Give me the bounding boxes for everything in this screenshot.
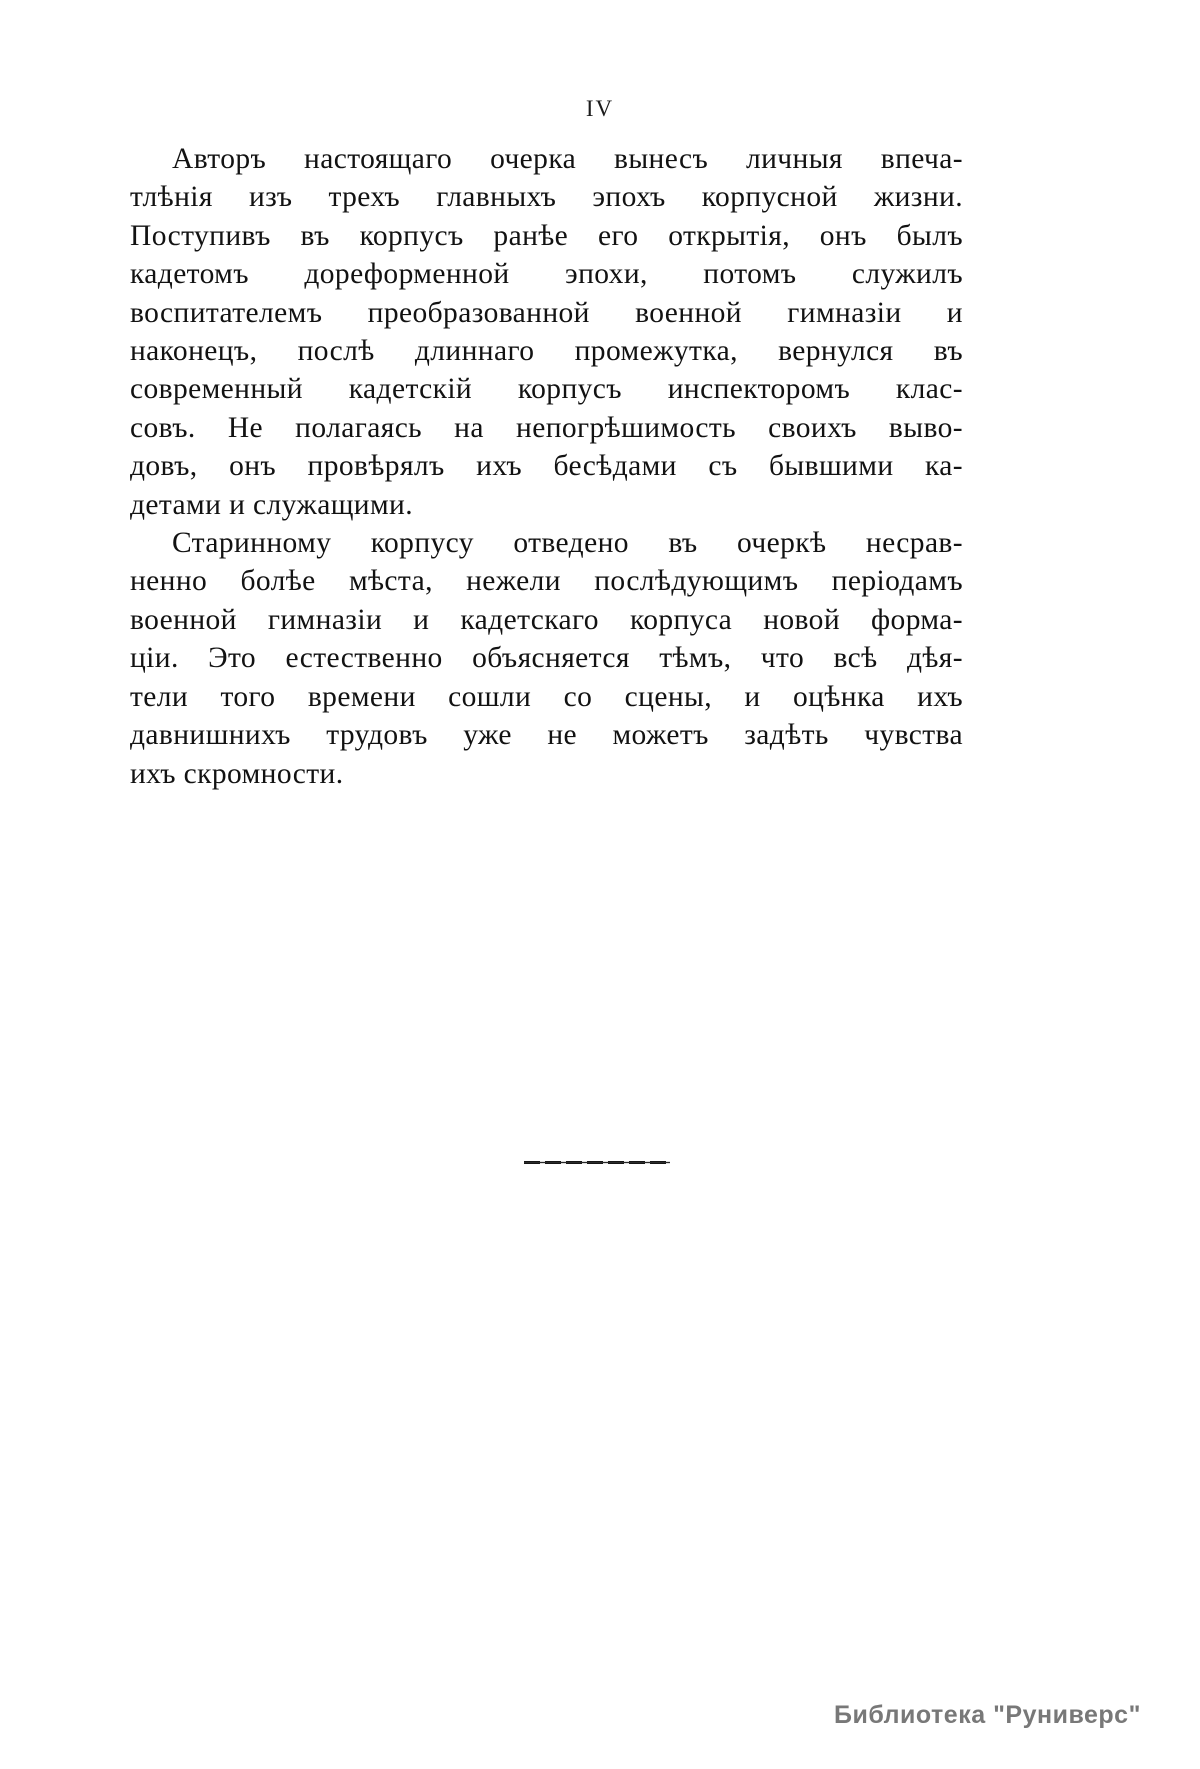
- paragraph-1: [130, 140, 963, 524]
- text-line: довъ, онъ провѣрялъ ихъ бесѣдами съ бывшими ка-: [130, 450, 963, 483]
- text-line: ненно болѣе мѣста, нежели послѣдующимъ періодамъ: [130, 565, 963, 598]
- text-line: современный кадетскій корпусъ инспекторомъ клас-: [130, 373, 963, 406]
- text-block: [130, 140, 963, 793]
- section-divider-hairline: [524, 1162, 670, 1163]
- text-line: кадетомъ дореформенной эпохи, потомъ служилъ: [130, 258, 963, 291]
- text-line: ціи. Это естественно объясняется тѣмъ, что всѣ дѣя-: [130, 642, 963, 675]
- text-line: Старинному корпусу отведено въ очеркѣ несрав-: [172, 527, 963, 560]
- text-line: совъ. Не полагаясь на непогрѣшимость своихъ выво-: [130, 411, 963, 444]
- text-line: давнишнихъ трудовъ уже не можетъ задѣть чувства: [130, 719, 963, 752]
- paragraph-2: [130, 524, 963, 793]
- library-watermark: Библиотека "Руниверс": [834, 1701, 1141, 1729]
- text-line: наконецъ, послѣ длиннаго промежутка, вернулся въ: [130, 335, 963, 368]
- text-line: тлѣнія изъ трехъ главныхъ эпохъ корпусной жизни.: [130, 181, 963, 214]
- page-number: IV: [585, 96, 615, 121]
- text-line: Авторъ настоящаго очерка вынесъ личныя впеча-: [172, 143, 963, 175]
- text-line: военной гимназіи и кадетскаго корпуса новой форма-: [130, 603, 963, 636]
- text-line: тели того времени сошли со сцены, и оцѣнка ихъ: [130, 680, 963, 713]
- text-line: Поступивъ въ корпусъ ранѣе его открытія, онъ былъ: [130, 219, 963, 252]
- text-line: детами и служащими.: [130, 488, 414, 521]
- text-line: ихъ скромности.: [130, 757, 344, 790]
- text-line: воспитателемъ преобразованной военной гимназіи и: [130, 296, 963, 329]
